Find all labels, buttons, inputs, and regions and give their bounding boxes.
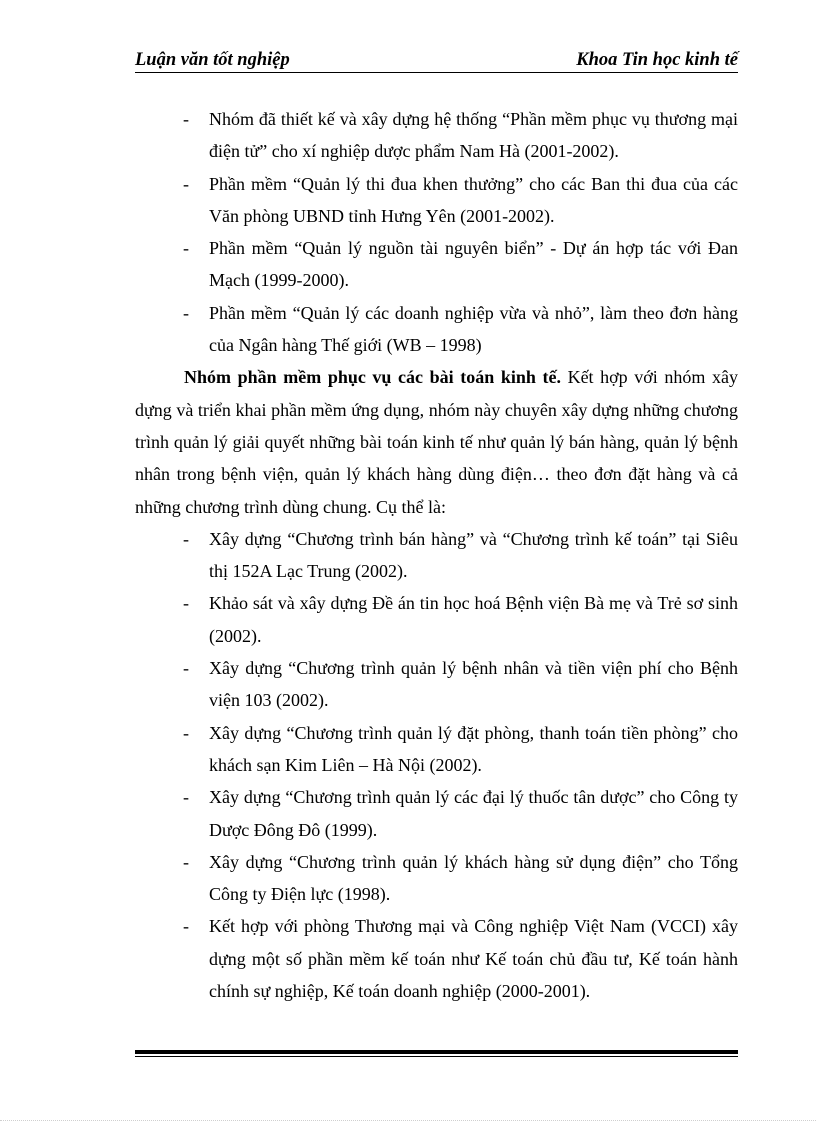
- dash-bullet: -: [183, 658, 189, 679]
- list-item-text: Xây dựng “Chương trình bán hàng” và “Chương trình kế toán” tại Siêu thị 152A Lạc Trung (2002).: [209, 528, 738, 582]
- paragraph-body: Kết hợp với nhóm xây dựng và triển khai phần mềm ứng dụng, nhóm này chuyên xây dựng những chương trình quản lý giải quyết những bài toán kinh tế như quản lý bán hàng, quản lý bệnh nhân trong bệnh viện, quản lý khách hàng dùng điện… theo đơn đặt hàng và cả những chương trình dùng chung. Cụ thể là:: [135, 367, 738, 517]
- economics-software-paragraph: [135, 361, 738, 522]
- dash-bullet: -: [183, 787, 189, 808]
- list-item-text: Xây dựng “Chương trình quản lý bệnh nhân và tiền viện phí cho Bệnh viện 103 (2002).: [209, 658, 738, 711]
- footer-rule-thin: [135, 1056, 738, 1057]
- list-item-text: Kết hợp với phòng Thương mại và Công nghiệp Việt Nam (VCCI) xây dựng một số phần mềm kế toán như Kế toán chủ đầu tư, Kế toán hành chính sự nghiệp, Kế toán doanh nghiệp (2000-2001).: [209, 916, 738, 1002]
- header-rule: [135, 72, 738, 73]
- header-faculty-name: Khoa Tin học kinh tế: [576, 50, 738, 70]
- list-item: [135, 168, 738, 233]
- page-bottom-edge: [0, 1120, 816, 1121]
- list-item: [135, 232, 738, 297]
- dash-bullet: -: [183, 109, 189, 129]
- dash-bullet: -: [183, 528, 189, 549]
- list-item: [135, 717, 738, 782]
- list-item: [135, 910, 738, 1007]
- list-item-text: Nhóm đã thiết kế và xây dựng hệ thống “Phần mềm phục vụ thương mại điện tử” cho xí nghiệp dược phẩm Nam Hà (2001-2002).: [209, 109, 738, 162]
- list-item: [135, 846, 738, 911]
- list-item: [135, 297, 738, 362]
- footer-rule-thick: [135, 1050, 738, 1054]
- list-item-text: Phần mềm “Quản lý thi đua khen thưởng” cho các Ban thi đua của các Văn phòng UBND tỉnh Hưng Yên (2001-2002).: [209, 173, 738, 226]
- list-item-text: Xây dựng “Chương trình quản lý đặt phòng, thanh toán tiền phòng” cho khách sạn Kim Liên – Hà Nội (2002).: [209, 722, 738, 775]
- projects-list-economics: [135, 523, 738, 1007]
- list-item: [135, 523, 738, 588]
- list-item-text: Xây dựng “Chương trình quản lý các đại lý thuốc tân dược” cho Công ty Dược Đông Đô (1999).: [209, 787, 738, 840]
- list-item-text: Phần mềm “Quản lý các doanh nghiệp vừa và nhỏ”, làm theo đơn hàng của Ngân hàng Thế giới (WB – 1998): [209, 302, 738, 356]
- list-item: [135, 652, 738, 717]
- projects-list-software: [135, 103, 738, 361]
- dash-bullet: -: [183, 238, 189, 259]
- list-item: [135, 587, 738, 652]
- dash-bullet: -: [183, 916, 189, 937]
- header-thesis-title: Luận văn tốt nghiệp: [135, 50, 290, 70]
- list-item: [135, 781, 738, 846]
- page-header: [135, 48, 738, 72]
- list-item-text: Xây dựng “Chương trình quản lý khách hàng sử dụng điện” cho Tổng Công ty Điện lực (1998).: [209, 851, 738, 905]
- dash-bullet: -: [183, 722, 189, 743]
- list-item-text: Phần mềm “Quản lý nguồn tài nguyên biển” - Dự án hợp tác với Đan Mạch (1999-2000).: [209, 238, 738, 291]
- page-content: [135, 103, 738, 1007]
- dash-bullet: -: [183, 173, 189, 194]
- dash-bullet: -: [183, 851, 189, 872]
- list-item: [135, 103, 738, 168]
- dash-bullet: -: [183, 593, 189, 614]
- paragraph-bold-lead: Nhóm phần mềm phục vụ các bài toán kinh tế.: [184, 367, 561, 388]
- list-item-text: Khảo sát và xây dựng Đề án tin học hoá Bệnh viện Bà mẹ và Trẻ sơ sinh (2002).: [209, 593, 738, 646]
- dash-bullet: -: [183, 302, 189, 323]
